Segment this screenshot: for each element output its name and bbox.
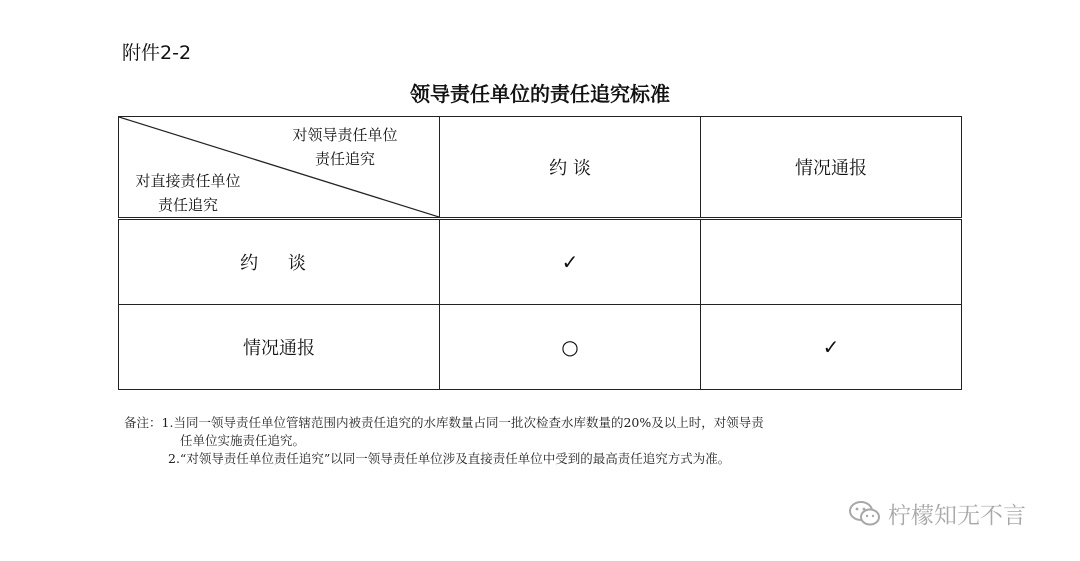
- notes-section: [124, 414, 904, 468]
- column-header-notification: 情况通报: [701, 117, 962, 219]
- wechat-icon: [848, 499, 882, 529]
- cell-mark: ○: [440, 305, 701, 390]
- watermark-text: 柠檬知无不言: [888, 503, 1026, 529]
- document-title: 领导责任单位的责任追究标准: [410, 82, 670, 106]
- cell-mark: ✓: [701, 305, 962, 390]
- table-header-row: [119, 117, 962, 219]
- table-row: [119, 305, 962, 390]
- corner-top-label: 对领导责任单位 责任追究: [292, 126, 398, 168]
- note-line-1: 备注：1.当同一领导责任单位管辖范围内被责任追究的水库数量占同一批次检查水库数量的20%及以上时，对领导责: [124, 415, 764, 430]
- watermark: [848, 497, 1026, 530]
- corner-bottom-label: 对直接责任单位 责任追究: [135, 172, 241, 214]
- note-line-1-continued: 任单位实施责任追究。: [180, 433, 306, 448]
- row-label-notification: 情况通报: [119, 305, 440, 390]
- attachment-label: 附件2-2: [122, 42, 192, 64]
- column-header-interview: 约 谈: [440, 117, 701, 219]
- note-line-2: 2.“对领导责任单位责任追究”以同一领导责任单位涉及直接责任单位中受到的最高责任追究方式为准。: [168, 451, 731, 466]
- responsibility-table: [118, 116, 962, 390]
- corner-header-cell: [119, 117, 440, 219]
- cell-mark: [701, 219, 962, 305]
- cell-mark: ✓: [440, 219, 701, 305]
- row-label-interview: 约 谈: [119, 219, 440, 305]
- table-row: [119, 219, 962, 305]
